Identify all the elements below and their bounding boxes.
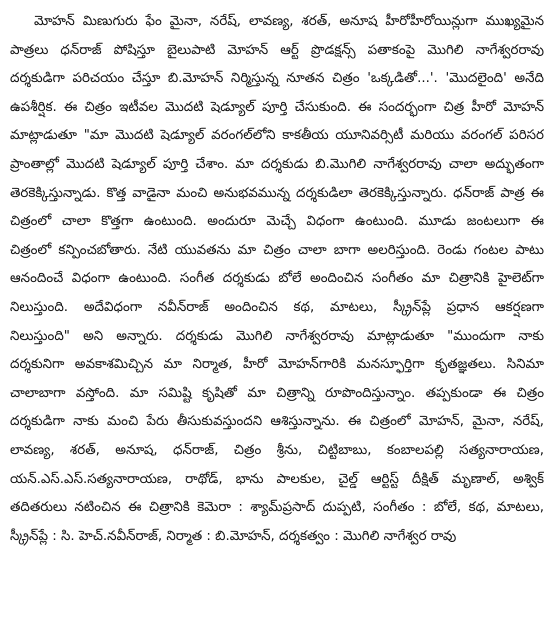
article-line: చిత్రంలో కన్పించబోతారు. నేటి యువతను మా చిత్రం చాలా బాగా అలరిస్తుంది. రెండు గంటల పాటు xyxy=(10,242,544,258)
article-line: తెరకెక్కిస్తున్నాడు. కొత్త వాడైనా మంచి అనుభవమున్న దర్శకుడిలా తెరకెక్కిస్తున్నారు. ధన్‌రాజ్ పాత్ర ఈ xyxy=(10,185,544,201)
article-line: దర్శకుడిగా పరిచయం చేస్తూ బి.మోహన్ నిర్మిస్తున్న నూతన చిత్రం 'ఒక్కడితో...'. 'మొదలైంది' అనేది xyxy=(10,71,544,87)
article-line: చాలాబాగా వస్తోంది. మా సమిష్టి కృషితో మా చిత్రాన్ని రూపొందిస్తున్నాం. తప్పకుండా ఈ చిత్రం xyxy=(10,385,544,401)
article-line: ఉపశీర్షిక. ఈ చిత్రం ఇటీవల మొదటి షెడ్యూల్ పూర్తి చేసుకుంది. ఈ సందర్భంగా చిత్ర హీరో మోహన్ xyxy=(10,99,544,115)
article-line: లావణ్య, శరత్, అనూష, ధన్‌రాజ్, చిత్రం శ్రీను, చిట్టిబాబు, కంబాలపల్లి సత్యనారాయణ, xyxy=(10,442,544,458)
article-line: నిలుస్తుంది. అదేవిధంగా నవీన్‌రాజ్ అందించిన కథ, మాటలు, స్క్రీన్‌ప్లే ప్రధాన ఆకర్షణగా xyxy=(10,299,544,315)
article-line: దర్శకుడిగా నాకు మంచి పేరు తీసుకువస్తుందని ఆశిస్తున్నాను. ఈ చిత్రంలో మోహన్, మైనా, నరేష్, xyxy=(10,414,544,430)
article-line: మాట్లాడుతూ "మా మొదటి షెడ్యూల్ వరంగల్‌లోని కాకతీయ యూనివర్సిటీ మరియు వరంగల్ పరిసర xyxy=(10,128,544,144)
article-line: యన్.ఎస్.ఎస్.సత్యనారాయణ, రాథోడ్, భాను పాలకుల, చైల్డ్ ఆర్టిస్ట్ దీక్షిత్ మృణాల్, అశ్విక్ xyxy=(10,471,544,487)
article-line: ప్రాంతాల్లో మొదటి షెడ్యూల్ పూర్తి చేశాం. మా దర్శకుడు బి.మొగిలి నాగేశ్వరరావు చాలా అద్భుతంగా xyxy=(10,156,544,172)
article-line: చిత్రంలో చాలా కొత్తగా ఉంటుంది. అందురూ మెచ్చే విధంగా ఉంటుంది. మూడు జంటలుగా ఈ xyxy=(10,214,544,230)
article-line: దర్శకునిగా అవకాశమిచ్చిన మా నిర్మాత, హీరో మోహన్‌గారికి మనస్ఫూర్తిగా కృతజ్ఞతలు. సినిమా xyxy=(10,357,544,373)
article-body xyxy=(10,8,544,551)
article-line: ఆనందించే విధంగా ఉంటుంది. సంగీత దర్శకుడు బోలే అందించిన సంగీతం మా చిత్రానికి హైలెట్‌గా xyxy=(10,271,544,287)
article-line: మోహన్ మిణుగురు ఫేం మైనా, నరేష్, లావణ్య, శరత్, అనూష హీరోహీరోయిన్లుగా ముఖ్యమైన xyxy=(34,14,544,29)
article-line: నిలుస్తుంది" అని అన్నారు. దర్శకుడు మొగిలి నాగేశ్వరరావు మాట్లాడుతూ "ముందుగా నాకు xyxy=(10,328,544,344)
article-line: తదితరులు నటించిన ఈ చిత్రానికి కెమెరా : శ్యామ్‌ప్రసాద్ దుప్పటి, సంగీతం : బోలే, కథ, మాటలు, xyxy=(10,500,544,516)
article-line: స్క్రీన్‌ప్లే : సి. హెచ్.నవీన్‌రాజ్, నిర్మాత : బి.మోహన్, దర్శకత్వం : మొగిలి నాగేశ్వర రావు xyxy=(10,528,457,544)
article-line: పాత్రలు ధన్‌రాజ్ పోషిస్తూ బైలుపాటి మోహన్ ఆర్ట్ ప్రొడక్షన్స్ పతాకంపై మొగిలి నాగేశ్వరరావు xyxy=(10,42,544,58)
